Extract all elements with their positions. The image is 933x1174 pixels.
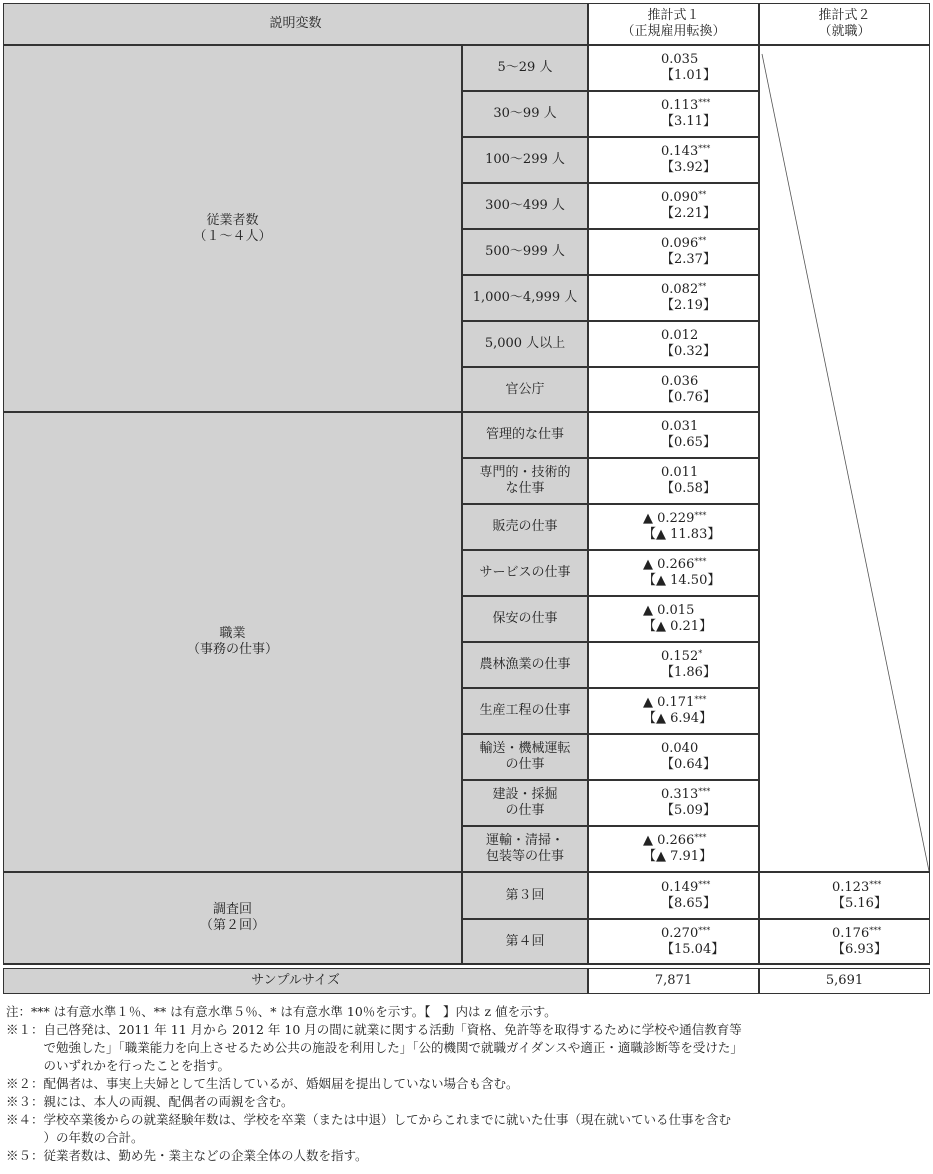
coef-cell-col1	[588, 45, 759, 91]
coef-cell-col2	[759, 872, 930, 919]
footnote-line: ※５：従業者数は、勤め先・業主などの企業全体の人数を指す。	[6, 1148, 368, 1163]
row-label-line: サービスの仕事	[479, 565, 571, 580]
coef-line	[661, 649, 702, 665]
coef-value: 0.011	[661, 465, 699, 480]
coef-value: 0.035	[661, 52, 699, 67]
sample-size-label-text: サンプルサイズ	[251, 973, 340, 988]
sample-size-col2-value: 5,691	[825, 973, 864, 988]
coef-line	[643, 511, 706, 527]
coef-cell-col1	[588, 780, 759, 826]
sample-size-col1	[588, 968, 759, 994]
significance-stars: *	[698, 649, 703, 658]
coef-line	[661, 236, 706, 252]
coef-value: ▲ 0.229	[643, 511, 695, 526]
coef-value: 0.096	[661, 236, 699, 251]
row-label	[462, 550, 588, 596]
row-label	[462, 458, 588, 504]
coef-cell-col1	[588, 458, 759, 504]
row-label-line: の仕事	[505, 757, 545, 772]
coef-cell-col1	[588, 826, 759, 872]
coef-cell-col1	[588, 137, 759, 183]
sample-size-col1-value: 7,871	[654, 973, 693, 988]
row-label	[462, 275, 588, 321]
row-label-line: 専門的・技術的	[479, 465, 571, 480]
coef-cell-col1	[588, 412, 759, 458]
group-label	[3, 45, 462, 412]
row-label-line: 運輸・清掃・	[485, 833, 564, 848]
coef-cell-col1	[588, 229, 759, 275]
group-label	[3, 412, 462, 872]
row-label	[462, 229, 588, 275]
footnote-line: ※１：自己啓発は、2011 年 11 月から 2012 年 10 月の間に就業に関する活動「資格、免許等を取得するために学校や通信教育等	[6, 1022, 742, 1037]
row-label	[462, 826, 588, 872]
z-value: 【▲ 11.83】	[643, 527, 721, 542]
significance-stars: **	[698, 282, 707, 291]
coef-line	[661, 787, 710, 803]
coef-value: 0.031	[661, 419, 699, 434]
z-value: 【1.86】	[661, 665, 716, 680]
footnote-line: のいずれかを行ったことを指す。	[6, 1058, 231, 1073]
footnote-line: ）の年数の合計。	[6, 1130, 144, 1145]
coef-value: ▲ 0.171	[643, 695, 695, 710]
coef-line	[661, 374, 698, 390]
significance-stars: ***	[694, 557, 707, 566]
coef-cell-col1	[588, 321, 759, 367]
footnote-line: ※２：配偶者は、事実上夫婦として生活しているが、婚姻届を提出していない場合も含む。	[6, 1076, 519, 1091]
coef-cell-col1	[588, 183, 759, 229]
coef-line	[661, 52, 698, 68]
z-value: 【0.58】	[661, 481, 716, 496]
significance-stars: ***	[698, 787, 711, 796]
sample-size-col2	[759, 968, 930, 994]
coef-value: 0.036	[661, 373, 699, 389]
coef-cell-col1	[588, 642, 759, 688]
row-label-line: 農林漁業の仕事	[479, 657, 571, 672]
coef-line	[661, 144, 710, 160]
row-label-line: 官公庁	[505, 381, 545, 397]
row-label-line: 輸送・機械運転	[479, 741, 571, 756]
coef-line	[661, 880, 710, 896]
row-label	[462, 919, 588, 964]
significance-stars: **	[698, 190, 707, 199]
sample-size-label	[3, 968, 588, 994]
footnote-line: 注：*** は有意水準１％、** は有意水準５％、* は有意水準 10％を示す。【 】内は z 値を示す。	[6, 1004, 557, 1019]
row-label	[462, 412, 588, 458]
row-label	[462, 321, 588, 367]
header-col1	[588, 3, 759, 45]
significance-stars: ***	[694, 833, 707, 842]
row-label	[462, 688, 588, 734]
footnote-line: ※３：親には、本人の両親、配偶者の両親を含む。	[6, 1094, 294, 1109]
z-value: 【0.65】	[661, 435, 716, 450]
z-value: 【▲ 0.21】	[643, 619, 713, 634]
row-label-line: 1,000～4,999 人	[472, 290, 578, 305]
coef-line	[661, 926, 710, 942]
z-value: 【5.16】	[832, 895, 887, 911]
coef-line	[643, 557, 706, 573]
row-label-line: 包装等の仕事	[485, 849, 564, 864]
significance-stars: ***	[698, 144, 711, 153]
coef-line	[661, 282, 706, 298]
significance-stars: ***	[698, 879, 711, 889]
z-value: 【0.76】	[661, 389, 716, 405]
coef-line	[661, 741, 698, 757]
row-label-line: 30～99 人	[493, 106, 557, 121]
coef-cell-col1	[588, 919, 759, 964]
group-label	[3, 872, 462, 964]
significance-stars: ***	[698, 98, 711, 107]
coef-value: 0.090	[661, 190, 699, 205]
row-label	[462, 780, 588, 826]
coef-cell-col1	[588, 688, 759, 734]
coef-line	[643, 603, 694, 619]
diagonal-line	[760, 46, 931, 873]
row-label	[462, 642, 588, 688]
coef-line	[643, 695, 706, 711]
z-value: 【6.93】	[832, 941, 887, 957]
z-value: 【0.32】	[661, 344, 716, 359]
group-title: 職業	[219, 626, 246, 641]
coef-value: ▲ 0.266	[643, 833, 695, 848]
group-title: 従業者数	[206, 212, 259, 228]
row-label-line: 300～499 人	[485, 198, 565, 213]
row-label	[462, 504, 588, 550]
coef-cell-col1	[588, 596, 759, 642]
coef-value: 0.012	[661, 328, 699, 343]
significance-stars: **	[698, 236, 707, 245]
header-col1-line2: （正規雇用転換）	[621, 24, 726, 39]
coef-cell-col1	[588, 91, 759, 137]
row-label-line: 保安の仕事	[492, 611, 558, 626]
coef-line	[661, 328, 698, 344]
coef-value: 0.123	[832, 879, 870, 895]
row-label-line: 5～29 人	[497, 60, 553, 75]
coef-value: 0.040	[661, 741, 699, 756]
header-variable	[3, 3, 588, 45]
coef-line	[832, 880, 881, 896]
coef-value: ▲ 0.015	[643, 603, 695, 618]
row-label-line: 500～999 人	[485, 244, 565, 259]
row-label	[462, 137, 588, 183]
row-label-line: 販売の仕事	[492, 519, 558, 534]
coef-line	[643, 833, 706, 849]
footnote-line: ※４：学校卒業後からの就業経験年数は、学校を卒業（または中退）してからこれまでに就いた仕事（現在就いている仕事を含む	[6, 1112, 732, 1127]
row-label-line: 5,000 人以上	[484, 336, 566, 351]
coef-value: 0.313	[661, 787, 699, 802]
header-variable-label: 説明変数	[269, 16, 322, 31]
z-value: 【▲ 7.91】	[643, 849, 713, 864]
row-label	[462, 367, 588, 412]
coef-value: 0.143	[661, 144, 699, 159]
row-label-line: 建設・採掘	[492, 787, 558, 802]
coef-value: 0.176	[832, 925, 870, 941]
row-label-line: の仕事	[505, 803, 545, 818]
coef-value: 0.149	[661, 879, 699, 895]
row-label	[462, 872, 588, 919]
coef-cell-col1	[588, 734, 759, 780]
z-value: 【▲ 6.94】	[643, 711, 713, 726]
group-reference: （第２回）	[199, 918, 265, 933]
row-label-line: 第４回	[505, 933, 545, 949]
coef-line	[661, 465, 698, 481]
coef-value: ▲ 0.266	[643, 557, 695, 572]
coef-cell-col1	[588, 367, 759, 412]
coef-line	[661, 98, 710, 114]
header-col2	[759, 3, 930, 45]
coef-line	[661, 419, 698, 435]
coef-line	[832, 926, 881, 942]
row-label	[462, 45, 588, 91]
row-label	[462, 91, 588, 137]
z-value: 【2.19】	[661, 298, 716, 313]
coef-line	[661, 190, 706, 206]
z-value: 【1.01】	[661, 68, 716, 83]
coef-cell-col1	[588, 275, 759, 321]
group-reference: （１～４人）	[193, 228, 272, 244]
z-value: 【2.37】	[661, 252, 716, 267]
significance-stars: ***	[698, 925, 711, 935]
coef-value: 0.152	[661, 649, 699, 664]
z-value: 【3.11】	[661, 114, 716, 129]
z-value: 【0.64】	[661, 757, 716, 772]
double-rule	[3, 964, 930, 968]
z-value: 【5.09】	[661, 803, 716, 818]
row-label	[462, 183, 588, 229]
significance-stars: ***	[869, 925, 882, 935]
coef-value: 0.270	[661, 925, 699, 941]
z-value: 【8.65】	[661, 895, 716, 911]
row-label	[462, 734, 588, 780]
row-label-line: 100～299 人	[485, 152, 565, 167]
z-value: 【2.21】	[661, 206, 716, 221]
row-label-line: な仕事	[505, 481, 545, 496]
significance-stars: ***	[869, 879, 882, 889]
coef-value: 0.082	[661, 282, 699, 297]
coef-cell-col1	[588, 872, 759, 919]
row-label	[462, 596, 588, 642]
significance-stars: ***	[694, 695, 707, 704]
row-label-line: 第３回	[505, 887, 545, 903]
z-value: 【▲ 14.50】	[643, 573, 721, 588]
significance-stars: ***	[694, 511, 707, 520]
coef-cell-col1	[588, 550, 759, 596]
coef-value: 0.113	[661, 98, 699, 113]
header-col2-line1: 推計式２	[818, 8, 871, 23]
group-reference: （事務の仕事）	[186, 642, 278, 657]
coef-cell-col1	[588, 504, 759, 550]
footnote-line: で勉強した」「職業能力を向上させるため公共の施設を利用した」「公的機関で就職ガイダンスや適正・適職診断等を受けた」	[6, 1040, 743, 1055]
header-col2-line2: （就職）	[818, 24, 871, 39]
col2-not-applicable	[759, 45, 930, 872]
z-value: 【15.04】	[661, 941, 725, 957]
group-title: 調査回	[212, 902, 252, 917]
z-value: 【3.92】	[661, 160, 716, 175]
row-label-line: 管理的な仕事	[485, 427, 564, 442]
coef-cell-col2	[759, 919, 930, 964]
header-col1-line1: 推計式１	[647, 8, 700, 23]
row-label-line: 生産工程の仕事	[479, 703, 571, 718]
